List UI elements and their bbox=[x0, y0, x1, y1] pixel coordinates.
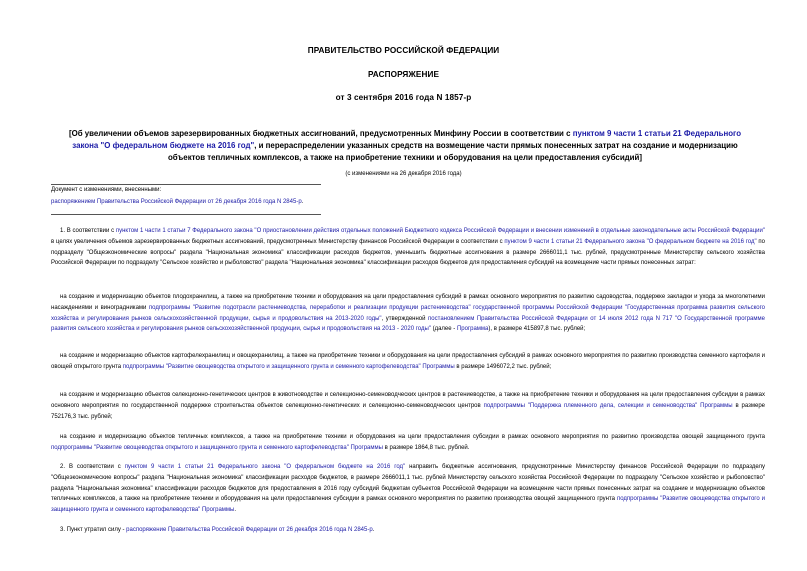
p3-repeal-link[interactable]: распоряжение Правительства Российской Федерации от 26 декабря 2016 года N 2845-р bbox=[126, 527, 373, 533]
s1-text-a: на создание и модернизацию объектов плодохранилищ, а также на приобретение техники и оборудования на цели предоставления субсидий в рамках основного мероприятия по развитию садоводства, поддержке закладки и ухода за многолетними насаждениями и виноградниками bbox=[51, 294, 765, 311]
s2-text-b: в размере 1496072,2 тыс. рублей; bbox=[454, 363, 552, 370]
p2-text-b: направить бюджетные ассигнования, предусмотренные Министерству финансов Российской Федерации по подразделу "Общеэкономические вопросы" раздела "Национальная экономика" классификации расходов бюджетов, в размере 2666011,1 тыс. рублей Министерству сельского хозяйства Российской Федерации по подразделу "Сельское хозяйство и рыболовство" раздела "Национальная экономика" классификации расходов бюджетов для предоставления в 2016 году субсидий бюджетам субъектов Российской Федерации на возмещение части прямых понесенных затрат на создание и модернизацию объектов тепличных комплексов, а также на приобретение техники и оборудования на цели предоставления субсидии в рамках основного мероприятия по развитию производства овощей защищенного грунта bbox=[51, 464, 765, 503]
document-type-heading: РАСПОРЯЖЕНИЕ bbox=[367, 70, 440, 79]
s4-subprogram-link[interactable]: подпрограммы "Развитие овощеводства открытого и защищенного грунта и семенного картофелеводства" Программы bbox=[51, 444, 383, 451]
p2-budget-law-link[interactable]: пунктом 9 части 1 статьи 21 Федерального закона "О федеральном бюджете на 2016 год" bbox=[124, 464, 406, 470]
title-text-1: [Об увеличении объемов зарезервированных бюджетных ассигнований, предусмотренных Минфину России в соответствии с bbox=[68, 129, 573, 138]
date-number-heading: от 3 сентября 2016 года N 1857-р bbox=[335, 93, 472, 102]
p1-text-c: по подразделу "Общеэкономические вопросы" раздела "Национальная экономика" классификации расходов бюджетов, уменьшить бюджетные ассигнования в размере 2666011,1 тыс. рублей, предусмотренные Министерству сельского хозяйства Российской Федерации по подразделу "Сельское хозяйство и рыболовство" раздела "Национальная экономика" классификации расходов бюджетов для предоставления субсидий на возмещение части прямых понесенных затрат: bbox=[51, 238, 765, 267]
subparagraph-greenhouses bbox=[51, 432, 765, 454]
s1-text-c: (далее - bbox=[430, 326, 457, 333]
amendment-end: . bbox=[301, 199, 304, 205]
government-heading: ПРАВИТЕЛЬСТВО РОССИЙСКОЙ ФЕДЕРАЦИИ bbox=[307, 46, 500, 55]
p1-text-a: 1. В соответствии с bbox=[60, 228, 116, 234]
subparagraph-orchards bbox=[51, 292, 765, 335]
s1-text-d: ), в размере 415897,8 тыс. рублей; bbox=[488, 326, 586, 333]
p3-text-a: 3. Пункт утратил силу - bbox=[60, 527, 127, 533]
changes-note: (с изменениями на 26 декабря 2016 года) bbox=[345, 171, 462, 177]
amendment-reference bbox=[51, 197, 303, 208]
s4-text-a: на создание и модернизацию объектов тепличных комплексов, а также на приобретение техники и оборудования на цели предоставления субсидии в рамках основного мероприятия по развитию производства овощей защищенного грунта bbox=[60, 434, 765, 440]
paragraph-1 bbox=[51, 226, 765, 269]
amendment-link[interactable]: распоряжением Правительства Российской Федерации от 26 декабря 2016 года N 2845-р bbox=[51, 199, 302, 205]
divider-bottom bbox=[51, 214, 321, 215]
amendment-label: Документ с изменениями, внесенными: bbox=[51, 187, 162, 193]
s2-text-a: на создание и модернизацию объектов картофелехранилищ и овощехранилищ, а также на приобретение техники и оборудования на цели предоставления субсидий в рамках основного мероприятия по развитию производства семенного картофеля и овощей открытого грунта bbox=[51, 353, 765, 370]
s1-resolution-link[interactable]: постановлением Правительства Российской Федерации от 14 июля 2012 года N 717 "О Государственной программе развития сельского хозяйства и регулирования рынков сельскохозяйственной продукции, сырья и продовольствия на 2013 - 2020 годы" bbox=[51, 315, 765, 333]
p2-text-c: . bbox=[234, 507, 237, 514]
paragraph-3 bbox=[51, 525, 765, 536]
title-law-link[interactable]: пунктом 9 части 1 статьи 21 Федерального закона "О федеральном бюджете на 2016 год" bbox=[72, 129, 742, 150]
document-title bbox=[55, 128, 755, 164]
paragraph-2 bbox=[51, 462, 765, 516]
title-text-2: , и перераспределении указанных средств на возмещение части прямых понесенных затрат на создание и модернизацию объектов тепличных комплексов, а также на приобретение техники и оборудования на цели предоставления субсидий] bbox=[167, 141, 738, 162]
p1-law-link[interactable]: пунктом 1 части 1 статьи 7 Федерального закона "О приостановлении действия отдельных положений Бюджетного кодекса Российской Федерации и внесении изменений в отдельные законодательные акты Российской Федерации" bbox=[115, 228, 766, 234]
s1-subprogram-link[interactable]: подпрограммы "Развитие подотрасли растениеводства, переработки и реализации продукции растениеводства" государственной программы Российской Федерации "Государственная программа развития сельского хозяйства и регулирования рынков сельскохозяйственной продукции, сырья и продовольствия на 2013-2020 годы" bbox=[51, 304, 765, 322]
s3-text-b: в размере 752176,3 тыс. рублей; bbox=[51, 402, 766, 420]
p2-subprogram-link[interactable]: подпрограммы "Развитие овощеводства открытого и защищенного грунта и семенного картофелеводства" Программы bbox=[51, 496, 765, 514]
s3-subprogram-link[interactable]: подпрограммы "Поддержка племенного дела, селекции и семеноводства" Программы bbox=[483, 402, 733, 409]
s3-text-a: на создание и модернизацию объектов селекционно-генетических центров в животноводстве и селекционно-семеноводческих центров в растениеводстве, а также на приобретение техники и оборудования на цели предоставления субсидии в рамках основного мероприятия по государственной поддержке строительства объектов селекционно-генетических и селекционно-семеноводческих центров bbox=[51, 392, 765, 409]
s1-text-b: , утвержденной bbox=[381, 315, 429, 322]
p1-budget-law-link[interactable]: пунктом 9 части 1 статьи 21 Федерального закона "О федеральном бюджете на 2016 год" bbox=[504, 238, 757, 245]
p2-text-a: 2. В соответствии с bbox=[60, 464, 125, 470]
p3-text-b: . bbox=[372, 527, 375, 533]
s2-subprogram-link[interactable]: подпрограммы "Развитие овощеводства открытого и защищенного грунта и семенного картофелеводства" Программы bbox=[122, 363, 455, 370]
s4-text-b: в размере 1864,8 тыс. рублей. bbox=[382, 444, 470, 451]
p1-text-b: в целях увеличения объемов зарезервированных бюджетных ассигнований, предусмотренных Министерству финансов Российской Федерации в соответствии с bbox=[51, 238, 505, 245]
subparagraph-potatoes bbox=[51, 351, 765, 373]
subparagraph-selection-centers bbox=[51, 390, 765, 422]
s1-program-link[interactable]: Программа bbox=[456, 326, 489, 333]
